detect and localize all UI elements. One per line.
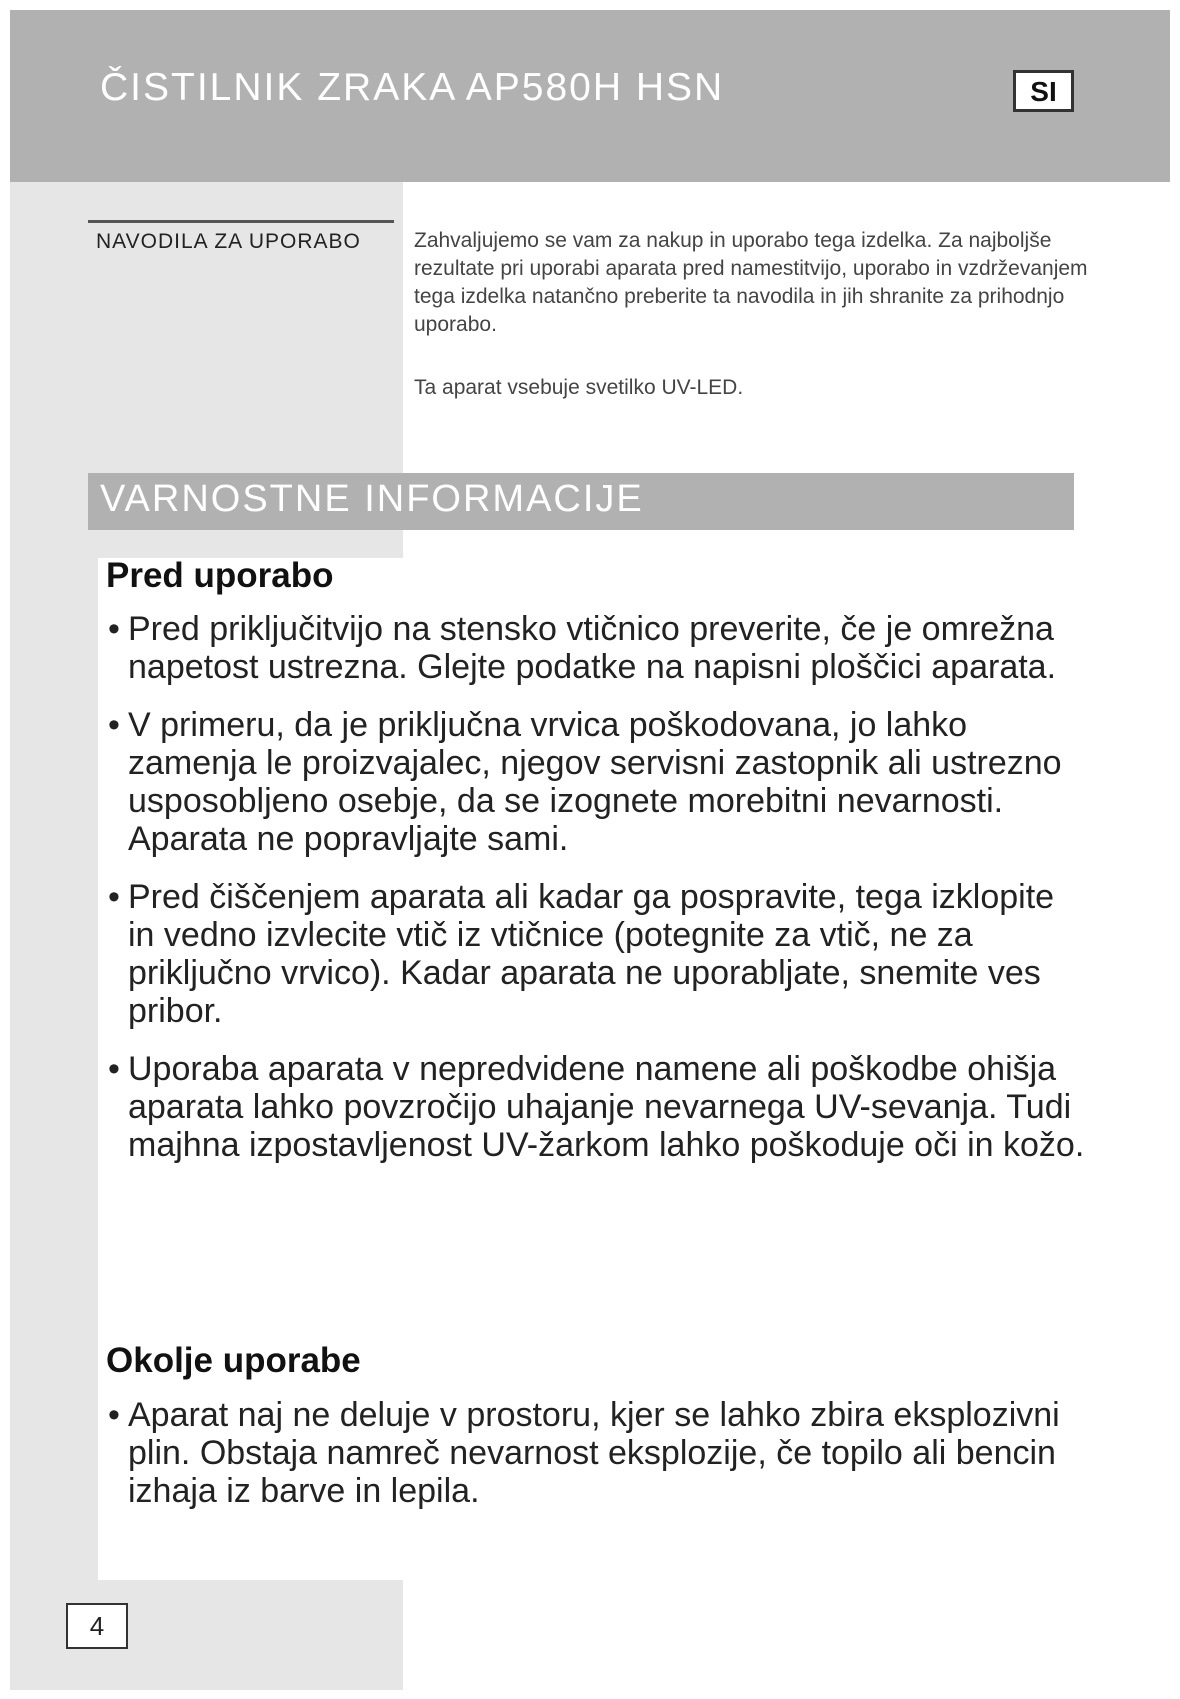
language-badge: SI bbox=[1013, 70, 1074, 112]
list-item bbox=[106, 610, 1086, 686]
before-use-heading: Pred uporabo bbox=[106, 556, 334, 595]
list-item-text: Pred čiščenjem aparata ali kadar ga pospravite, tega izklopite in vedno izvlecite vtič iz vtičnice (potegnite za vtič, ne za priključno vrvico). Kadar aparata ne uporabljate, snemite ves pribor. bbox=[128, 878, 1055, 1030]
list-item bbox=[106, 706, 1086, 858]
intro-paragraph bbox=[414, 227, 1094, 339]
sidebar-divider bbox=[88, 220, 394, 223]
bullet-icon: • bbox=[108, 878, 120, 916]
bullet-icon: • bbox=[108, 610, 120, 648]
list-item-text: V primeru, da je priključna vrvica poškodovana, jo lahko zamenja le proizvajalec, njegov servisni zastopnik ali ustrezno usposobljeno osebje, da se izognete morebitni nevarnosti. Aparata ne popravljajte sami. bbox=[128, 706, 1062, 858]
list-item-text: Uporaba aparata v nepredvidene namene ali poškodbe ohišja aparata lahko povzročijo uhajanje nevarnega UV-sevanja. Tudi majhna izpostavljenost UV-žarkom lahko poškoduje oči in kožo. bbox=[128, 1050, 1085, 1164]
intro-paragraph-text: Zahvaljujemo se vam za nakup in uporabo tega izdelka. Za najboljše rezultate pri uporabi aparata pred namestitvijo, uporabo in vzdrževanjem tega izdelka natančno preberite ta navodila in jih shranite za prihodnjo uporabo. bbox=[414, 229, 1088, 336]
list-item-text: Pred priključitvijo na stensko vtičnico preverite, če je omrežna napetost ustrezna. Glejte podatke na napisni ploščici aparata. bbox=[128, 610, 1057, 686]
sidebar-heading: NAVODILA ZA UPORABO bbox=[96, 230, 361, 253]
list-item-text: Aparat naj ne deluje v prostoru, kjer se lahko zbira eksplozivni plin. Obstaja namreč nevarnost eksplozije, če topilo ali bencin izhaja iz barve in lepila. bbox=[128, 1396, 1060, 1510]
document-title: ČISTILNIK ZRAKA AP580H HSN bbox=[100, 66, 725, 109]
before-use-list bbox=[106, 610, 1086, 1184]
uv-led-note: Ta aparat vsebuje svetilko UV-LED. bbox=[414, 376, 744, 399]
list-item bbox=[106, 878, 1086, 1030]
bullet-icon: • bbox=[108, 1396, 120, 1434]
page-number: 4 bbox=[66, 1603, 128, 1649]
bullet-icon: • bbox=[108, 1050, 120, 1088]
section-title: VARNOSTNE INFORMACIJE bbox=[100, 478, 644, 520]
list-item bbox=[106, 1050, 1086, 1164]
bullet-icon: • bbox=[108, 706, 120, 744]
environment-list bbox=[106, 1396, 1086, 1530]
environment-heading: Okolje uporabe bbox=[106, 1341, 361, 1380]
list-item bbox=[106, 1396, 1086, 1510]
